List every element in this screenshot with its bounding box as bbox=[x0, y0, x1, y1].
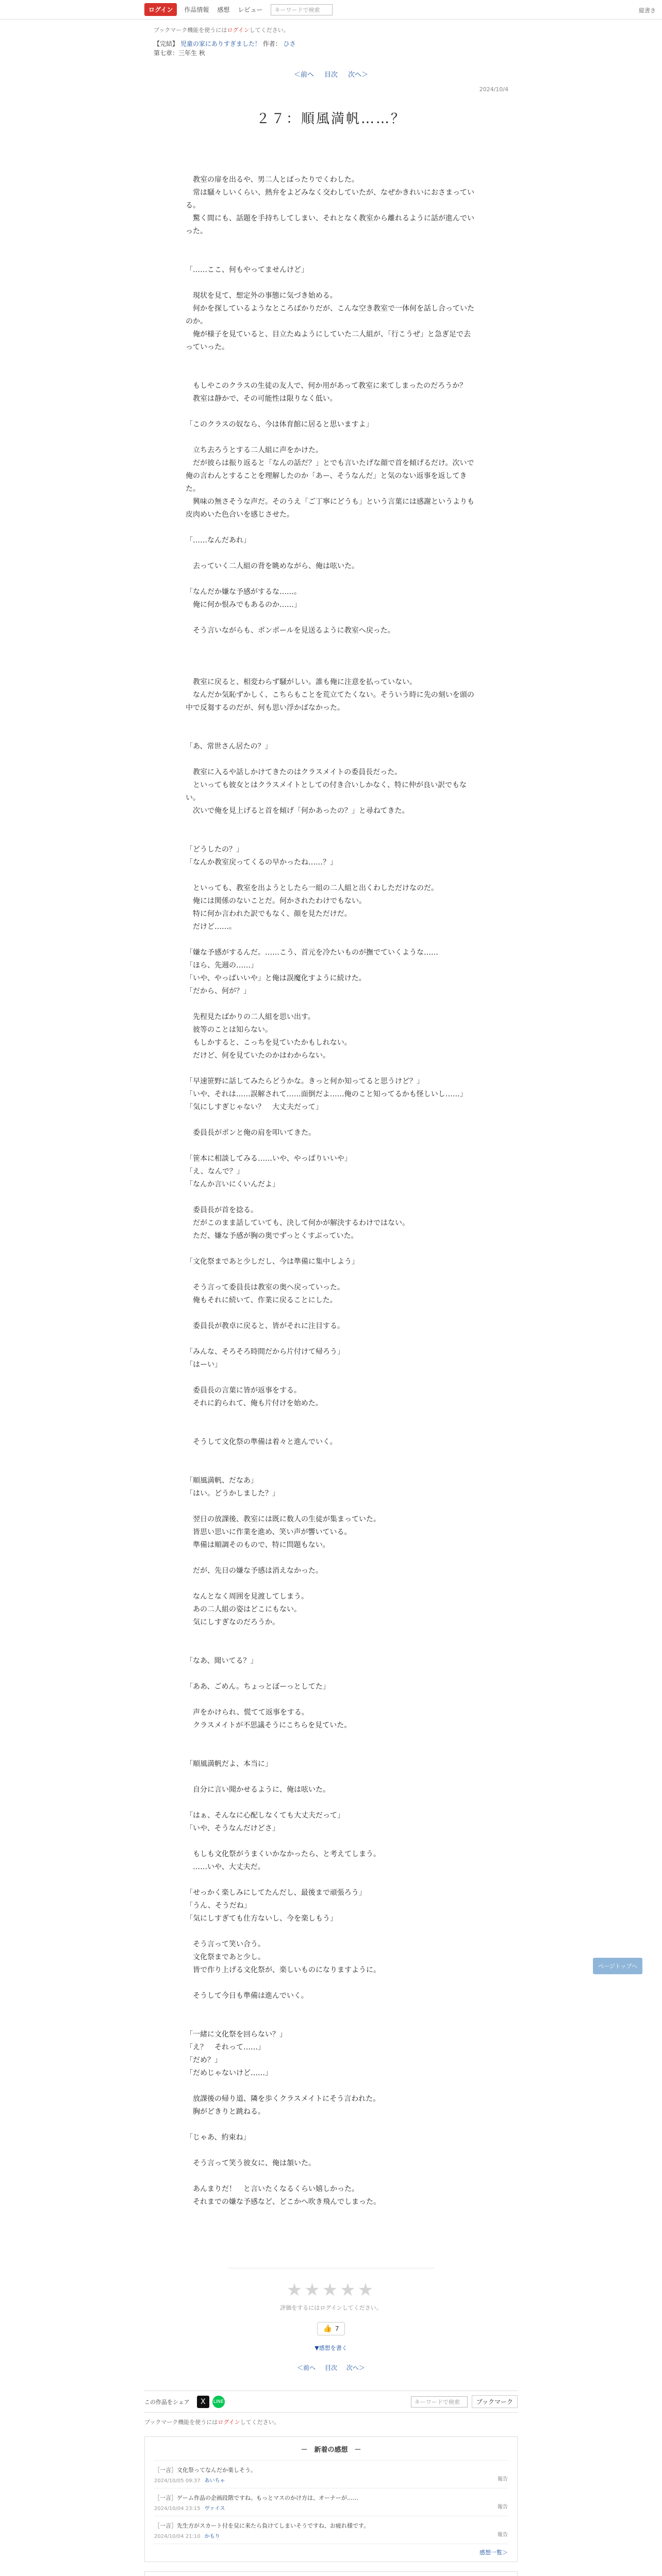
novel-body bbox=[144, 148, 518, 2247]
novel-paragraph bbox=[186, 1629, 476, 1642]
rating-section bbox=[228, 2268, 434, 2352]
novel-paragraph: そう言って委員長は教室の奥へ戻っていった。 bbox=[186, 1283, 344, 1292]
novel-paragraph: 立ち去ろうとする二人組に声をかけた。 bbox=[186, 446, 323, 454]
novel-paragraph bbox=[186, 831, 476, 843]
impression-user[interactable]: あいちゃ bbox=[204, 2478, 225, 2484]
novel-paragraph: 先程見たばかりの二人組を思い出す。 bbox=[186, 1013, 315, 1021]
author-link[interactable]: ひさ bbox=[283, 40, 296, 47]
novel-paragraph: 「みんな、そろそろ時間だから片付けて帰ろう」 bbox=[186, 1348, 344, 1356]
main-content bbox=[144, 20, 518, 2576]
novel-paragraph: 胸がどきりと跳ねる。 bbox=[186, 2108, 265, 2116]
novel-paragraph bbox=[186, 1500, 476, 1513]
novel-paragraph: 「一緒に文化祭を回らない？」 bbox=[186, 2030, 287, 2039]
novel-paragraph bbox=[186, 1410, 476, 1423]
novel-paragraph bbox=[186, 367, 476, 380]
novel-paragraph: といっても、教室を出ようとしたら一組の二人組と出くわしただけなのだ。 bbox=[186, 884, 438, 892]
novel-paragraph bbox=[186, 2222, 476, 2234]
recent-impressions-title: － 新着の感想 － bbox=[154, 2444, 508, 2461]
bookmark-login-link-bottom[interactable]: ログイン bbox=[218, 2419, 240, 2426]
novel-paragraph: 興味の無さそうな声だ。そのうえ「ご丁寧にどうも」という言葉には感謝というよりも皮肉めいた色合いを感じさせた。 bbox=[186, 498, 474, 519]
novel-paragraph bbox=[186, 2234, 476, 2247]
novel-paragraph bbox=[186, 753, 476, 766]
novel-paragraph bbox=[186, 663, 476, 676]
prev-link-bottom[interactable]: ＜前へ bbox=[297, 2364, 316, 2371]
novel-paragraph bbox=[186, 2170, 476, 2183]
impression-text: ［一言］ゲーム作品の企画段階ですね。もっとマスのかけ方は、オーナーが…… bbox=[154, 2495, 358, 2501]
rating-note: 評価をするにはログインしてください。 bbox=[280, 2304, 382, 2311]
novel-paragraph bbox=[186, 1745, 476, 1758]
novel-paragraph bbox=[186, 1062, 476, 1075]
novel-paragraph bbox=[186, 1423, 476, 1436]
novel-paragraph: 「ほら、先週の……」 bbox=[186, 961, 258, 970]
novel-paragraph bbox=[186, 869, 476, 882]
novel-paragraph: 準備は順調そのもので、特に問題もない。 bbox=[186, 1541, 330, 1549]
write-impression-link[interactable]: ▼感想を書く bbox=[315, 2345, 347, 2351]
novel-paragraph: あんまりだ！ と言いたくなるくらい嬉しかった。 bbox=[186, 2185, 359, 2193]
novel-paragraph: ……いや、大丈夫だ。 bbox=[186, 1863, 265, 1871]
novel-paragraph: ただ、嫌な予感が胸の奥でずっとくすぶっていた。 bbox=[186, 1232, 358, 1240]
novel-paragraph bbox=[186, 405, 476, 418]
novel-paragraph bbox=[186, 1771, 476, 1784]
novel-paragraph bbox=[186, 818, 476, 831]
novel-paragraph: 「なんだか嫌な予感がするな……。 bbox=[186, 588, 301, 596]
novel-paragraph: 「はい。どうかしました？」 bbox=[186, 1489, 279, 1498]
novel-paragraph: 「嫌な予感がするんだ。……こう、首元を冷たいものが撫でていくような…… bbox=[186, 948, 438, 957]
novel-paragraph: それに釣られて、俺も片付けを始めた。 bbox=[186, 1399, 323, 1408]
novel-paragraph: 俺には関係のないことだ。何かされたわけでもない。 bbox=[186, 897, 366, 905]
novel-paragraph: 「……なんだあれ」 bbox=[186, 536, 251, 545]
novel-paragraph: 「気にしすぎじゃない？ 大丈夫だって」 bbox=[186, 1103, 323, 1111]
novel-paragraph: なんだか気恥ずかしく、こちらもことを荒立てたくない。そういう時に先の刻いを頭の中で反芻するのだが、何も思い浮かばなかった。 bbox=[186, 691, 474, 712]
toc-link-bottom[interactable]: 目次 bbox=[324, 2364, 337, 2371]
novel-paragraph: 「いや、やっぱいいや」と俺は誤魔化すように続けた。 bbox=[186, 974, 366, 982]
report-link[interactable]: 報告 bbox=[498, 2532, 508, 2538]
novel-paragraph bbox=[186, 1114, 476, 1127]
thumbs-up-icon: 👍 bbox=[323, 2325, 332, 2333]
impression-text: ［一言］先生方がスカート付を見に来たら負けてしまいそうですね、お疲れ様です。 bbox=[154, 2522, 370, 2529]
novel-paragraph: 彼等のことは知らない。 bbox=[186, 1026, 272, 1034]
novel-paragraph bbox=[186, 1333, 476, 1346]
novel-paragraph: 「このクラスの奴なら、今は体育館に居ると思いますよ」 bbox=[186, 420, 373, 429]
prev-link[interactable]: ＜前へ bbox=[293, 71, 314, 79]
novel-paragraph: 自分に言い聞かせるように、俺は呟いた。 bbox=[186, 1786, 330, 1794]
novel-paragraph: だけど、何を見ていたのかはわからない。 bbox=[186, 1052, 330, 1060]
episode-title: ２７：順風満帆……？ bbox=[256, 111, 406, 127]
novel-paragraph bbox=[186, 354, 476, 367]
novel-paragraph: 「なんか教室戻ってくるの早かったね……？」 bbox=[186, 858, 337, 867]
novel-paragraph bbox=[186, 1874, 476, 1887]
novel-paragraph bbox=[186, 650, 476, 663]
novel-paragraph bbox=[186, 2209, 476, 2222]
novel-paragraph: 委員長が首を捻る。 bbox=[186, 1206, 258, 1214]
share-label: この作品をシェア bbox=[144, 2398, 190, 2405]
novel-paragraph: だが、先日の嫌な予感は消えなかった。 bbox=[186, 1567, 323, 1575]
novel-paragraph bbox=[186, 1268, 476, 1281]
novel-paragraph: 「文化祭まであと少しだし、今は準備に集中しよう」 bbox=[186, 1258, 359, 1266]
novel-paragraph: 「だめじゃないけど……」 bbox=[186, 2069, 272, 2077]
novel-paragraph: 「はーい」 bbox=[186, 1361, 222, 1369]
impression-user[interactable]: ヴァイス bbox=[204, 2506, 225, 2512]
next-link[interactable]: 次へ＞ bbox=[348, 71, 369, 79]
line-share-icon[interactable]: LINE bbox=[212, 2396, 225, 2408]
novel-paragraph bbox=[186, 998, 476, 1011]
novel-paragraph: 「笹本に相談してみる……いや、やっぱりいいや」 bbox=[186, 1155, 352, 1163]
novel-paragraph: 委員長がポンと俺の肩を叩いてきた。 bbox=[186, 1129, 316, 1137]
list-item bbox=[154, 2461, 508, 2488]
novel-paragraph: 「じゃあ、約束ね」 bbox=[186, 2133, 251, 2142]
like-count: 7 bbox=[335, 2325, 339, 2332]
chapter-label: 第七章：三年生 秋 bbox=[154, 49, 205, 57]
novel-paragraph bbox=[186, 715, 476, 727]
novel-paragraph: 驚く間にも、話題を手持ちしてしまい、それとなく教室から離れるように話が進んでいった。 bbox=[186, 214, 474, 235]
novel-paragraph: 俺が様子を見ていると、目立たぬようにしていた二人組が、「行こうぜ」と急ぎ足で去っていった。 bbox=[186, 330, 471, 351]
novel-paragraph bbox=[186, 521, 476, 534]
pager-top bbox=[144, 58, 518, 86]
novel-paragraph: 常は騒々しいくらい、熱弁をよどみなく交わしていたが、なぜかきれいにおさまっている。 bbox=[186, 189, 474, 210]
novel-paragraph: 「うん、そうだね」 bbox=[186, 1902, 251, 1910]
novel-paragraph bbox=[186, 1732, 476, 1745]
novel-paragraph bbox=[186, 1552, 476, 1565]
novel-paragraph bbox=[186, 1371, 476, 1384]
novel-paragraph bbox=[186, 934, 476, 946]
toc-link[interactable]: 目次 bbox=[324, 71, 338, 79]
novel-paragraph bbox=[186, 637, 476, 650]
novel-paragraph bbox=[186, 161, 476, 174]
novel-paragraph: だけど……。 bbox=[186, 923, 236, 931]
series-header: 【完結】 児童の家にありすぎました！ 作者： ひさ 第七章：三年生 秋 bbox=[144, 39, 518, 58]
novel-paragraph: 「ああ、ごめん。ちょっとぼーっとしてた」 bbox=[186, 1683, 330, 1691]
nav-work-info[interactable]: 作品情報 bbox=[184, 6, 209, 13]
novel-paragraph: 翌日の放課後、教室には既に数人の生徒が集まっていた。 bbox=[186, 1515, 380, 1523]
novel-paragraph: そうして文化祭の準備は着々と進んでいく。 bbox=[186, 1438, 337, 1446]
series-tag: 【完結】 bbox=[154, 40, 179, 47]
novel-paragraph bbox=[186, 2080, 476, 2093]
novel-paragraph: 「だめ？」 bbox=[186, 2056, 222, 2064]
novel-paragraph: 「気にしすぎても仕方ないし、今を楽しもう」 bbox=[186, 1914, 337, 1923]
novel-paragraph: 気にしすぎなのだろうか。 bbox=[186, 1618, 279, 1626]
bookmark-login-note-bottom: ブックマーク機能を使うにはログインしてください。 bbox=[144, 2419, 280, 2426]
novel-paragraph bbox=[186, 148, 476, 161]
novel-paragraph: 「だから、何が？」 bbox=[186, 987, 251, 995]
novel-paragraph: 教室の扉を出るや、男二人とばったりでくわした。 bbox=[186, 176, 359, 184]
novel-paragraph bbox=[186, 1797, 476, 1809]
novel-paragraph bbox=[186, 1977, 476, 1990]
novel-paragraph bbox=[186, 1140, 476, 1153]
novel-paragraph: 「え？ それって……」 bbox=[186, 2043, 265, 2052]
novel-paragraph bbox=[186, 431, 476, 444]
novel-paragraph: もしも文化祭がうまくいかなかったら、と考えてしまう。 bbox=[186, 1850, 380, 1858]
novel-paragraph bbox=[186, 238, 476, 251]
novel-paragraph bbox=[186, 277, 476, 290]
novel-paragraph bbox=[186, 1449, 476, 1462]
novel-paragraph bbox=[186, 2144, 476, 2157]
impression-login-note bbox=[144, 2571, 518, 2576]
novel-paragraph: 「いや、そうなんだけどさ」 bbox=[186, 1824, 279, 1833]
list-item bbox=[154, 2516, 508, 2544]
x-share-icon[interactable]: X bbox=[197, 2396, 209, 2408]
novel-paragraph: 委員長が教卓に戻ると、皆がそれに注目する。 bbox=[186, 1322, 344, 1330]
novel-paragraph: といっても彼女とはクラスメイトとしての付き合いしかなく、特に仲が良い訳でもない。 bbox=[186, 781, 467, 802]
impression-date: 2024/10/05 09:37 bbox=[154, 2478, 201, 2484]
novel-paragraph: そうして今日も準備は進んでいく。 bbox=[186, 1992, 308, 2000]
novel-paragraph bbox=[186, 2015, 476, 2028]
novel-paragraph: 「……ここ、何もやってませんけど」 bbox=[186, 266, 308, 274]
novel-paragraph bbox=[186, 1668, 476, 1681]
impression-user[interactable]: かもり bbox=[204, 2534, 220, 2539]
impressions-more-link[interactable]: 感想一覧＞ bbox=[479, 2549, 508, 2556]
bookmark-button[interactable]: ブックマーク bbox=[472, 2395, 518, 2408]
report-link[interactable]: 報告 bbox=[498, 2504, 508, 2510]
novel-paragraph: 「はぁ、そんなに心配しなくても大丈夫だって」 bbox=[186, 1811, 344, 1820]
novel-paragraph bbox=[186, 1462, 476, 1475]
login-button[interactable]: ログイン bbox=[144, 3, 177, 16]
recent-impressions bbox=[144, 2436, 518, 2562]
novel-paragraph: 教室は静かで、その可能性は限りなく低い。 bbox=[186, 395, 337, 403]
global-header bbox=[0, 0, 662, 20]
post-date: 2024/10/4 bbox=[479, 86, 508, 93]
novel-paragraph bbox=[186, 1307, 476, 1320]
novel-paragraph: 特に何か言われた訳でもなく、顔を見ただけだ。 bbox=[186, 910, 352, 918]
novel-paragraph: そう言いながらも、ポンポールを見送るように教室へ戻った。 bbox=[186, 626, 395, 635]
novel-paragraph: 「いや、それは……誤解されて……面倒だよ……俺のこと知ってるかも怪しいし……」 bbox=[186, 1090, 467, 1098]
novel-paragraph: 「順風満帆だよ、本当に」 bbox=[186, 1760, 272, 1768]
report-link[interactable]: 報告 bbox=[498, 2476, 508, 2482]
novel-paragraph: もしやこのクラスの生徒の友人で、何か用があって教室に来てしまったのだろうか？ bbox=[186, 382, 467, 390]
vertical-mode-link[interactable]: 縦書き bbox=[639, 7, 656, 14]
nav-impressions[interactable]: 感想 bbox=[217, 6, 230, 13]
novel-paragraph: 次いで俺を見上げると首を傾げ「何かあったの？」と尋ねてきた。 bbox=[186, 807, 409, 815]
novel-paragraph: あの二人組の姿はどこにもない。 bbox=[186, 1605, 301, 1614]
next-link-bottom[interactable]: 次へ＞ bbox=[346, 2364, 365, 2371]
novel-paragraph bbox=[186, 1642, 476, 1655]
pager-bottom bbox=[144, 2352, 518, 2387]
novel-paragraph bbox=[186, 573, 476, 586]
novel-paragraph: 声をかけられ、慌てて返事をする。 bbox=[186, 1708, 309, 1717]
novel-paragraph: 委員長の言葉に皆が返事をする。 bbox=[186, 1386, 301, 1395]
novel-paragraph: クラスメイトが不思議そうにこちらを見ていた。 bbox=[186, 1721, 352, 1730]
novel-paragraph: 「早速笹野に話してみたらどうかな。きっと何か知ってると思うけど？」 bbox=[186, 1077, 424, 1086]
page-top-button[interactable]: ページトップへ bbox=[593, 1958, 642, 1974]
novel-paragraph bbox=[186, 1191, 476, 1204]
novel-paragraph: そう言って笑う彼女に、俺は頷いた。 bbox=[186, 2159, 316, 2167]
novel-paragraph: なんとなく周囲を見渡してしまう。 bbox=[186, 1592, 308, 1601]
search-input[interactable]: キーワードで検索 bbox=[271, 4, 333, 15]
novel-paragraph: 去っていく二人組の背を眺めながら、俺は呟いた。 bbox=[186, 562, 359, 570]
novel-paragraph bbox=[186, 1578, 476, 1590]
impression-date: 2024/10/04 21:10 bbox=[154, 2534, 201, 2539]
novel-paragraph: 教室に入るや話しかけてきたのはクラスメイトの委員長だった。 bbox=[186, 768, 402, 776]
novel-paragraph: 「せっかく楽しみにしてたんだし、最後まで頑張ろう」 bbox=[186, 1889, 366, 1897]
novel-paragraph bbox=[186, 727, 476, 740]
novel-paragraph: 皆で作り上げる文化祭が、楽しいものになりますように。 bbox=[186, 1966, 380, 1974]
series-title-link[interactable]: 児童の家にありすぎました！ bbox=[180, 40, 261, 47]
novel-paragraph: 放課後の帰り道、隣を歩くクラスメイトにそう言われた。 bbox=[186, 2095, 380, 2103]
novel-paragraph: 「え、なんで？」 bbox=[186, 1167, 244, 1176]
novel-paragraph bbox=[186, 1693, 476, 1706]
novel-paragraph bbox=[186, 1835, 476, 1848]
novel-paragraph: 教室に戻ると、相変わらず騒がしい。誰も俺に注意を払っていない。 bbox=[186, 678, 417, 686]
novel-paragraph: 現状を見て、想定外の事態に気づき始める。 bbox=[186, 292, 337, 300]
novel-paragraph: それまでの嫌な予感など、どこかへ吹き飛んでしまった。 bbox=[186, 2198, 380, 2206]
share-toolbar bbox=[144, 2391, 518, 2413]
like-button[interactable] bbox=[317, 2322, 344, 2335]
novel-paragraph bbox=[186, 1243, 476, 1256]
novel-paragraph bbox=[186, 2003, 476, 2015]
novel-paragraph bbox=[186, 1925, 476, 1938]
novel-paragraph: 「なあ、聞いてる？」 bbox=[186, 1657, 258, 1665]
novel-paragraph: 俺に何か恨みでもあるのか……」 bbox=[186, 601, 301, 609]
novel-paragraph bbox=[186, 251, 476, 264]
list-item bbox=[154, 2488, 508, 2516]
novel-paragraph: 「なんか言いにくいんだよ」 bbox=[186, 1180, 279, 1189]
novel-paragraph: 「あ、常世さん居たの？」 bbox=[186, 742, 272, 751]
rating-stars[interactable]: ★★★★★ bbox=[286, 2280, 376, 2300]
novel-paragraph: 「順風満帆、だなあ」 bbox=[186, 1477, 258, 1485]
novel-paragraph: そう言って笑い合う。 bbox=[186, 1940, 265, 1948]
novel-paragraph bbox=[186, 612, 476, 624]
search-input-bottom[interactable]: キーワードで検索 bbox=[411, 2396, 468, 2408]
novel-paragraph bbox=[186, 2119, 476, 2131]
novel-paragraph: だがこのまま話していても、決して何かが解決するわけではない。 bbox=[186, 1219, 409, 1227]
bookmark-login-link[interactable]: ログイン bbox=[227, 27, 250, 33]
impression-date: 2024/10/04 23:15 bbox=[154, 2506, 201, 2512]
nav-reviews[interactable]: レビュー bbox=[238, 6, 263, 13]
novel-paragraph: 「どうしたの？」 bbox=[186, 845, 243, 854]
novel-paragraph bbox=[186, 547, 476, 560]
bookmark-login-note: ブックマーク機能を使うにはログインしてください。 bbox=[154, 27, 289, 33]
novel-paragraph: 文化祭まであと少し。 bbox=[186, 1953, 265, 1961]
novel-paragraph: だが彼らは振り返ると「なんの話だ？」とでも言いたげな顔で首を傾げるだけ。次いで俺の言わんとすることを理解したのか「あー、そうなんだ」と気のない返事を返してきた。 bbox=[186, 459, 474, 493]
impression-text: ［一言］文化祭ってなんだか楽しそう。 bbox=[154, 2467, 256, 2473]
novel-paragraph: 皆思い思いに作業を進め、笑い声が響いている。 bbox=[186, 1528, 352, 1536]
novel-paragraph: 何かを探しているようなところばかりだが、こんな空き教室で一体何を話し合っていたのか。 bbox=[186, 304, 474, 326]
novel-paragraph: もしかすると、こっちを見ていたかもしれない。 bbox=[186, 1039, 352, 1047]
novel-paragraph: 俺もそれに続いて、作業に戻ることにした。 bbox=[186, 1296, 337, 1304]
